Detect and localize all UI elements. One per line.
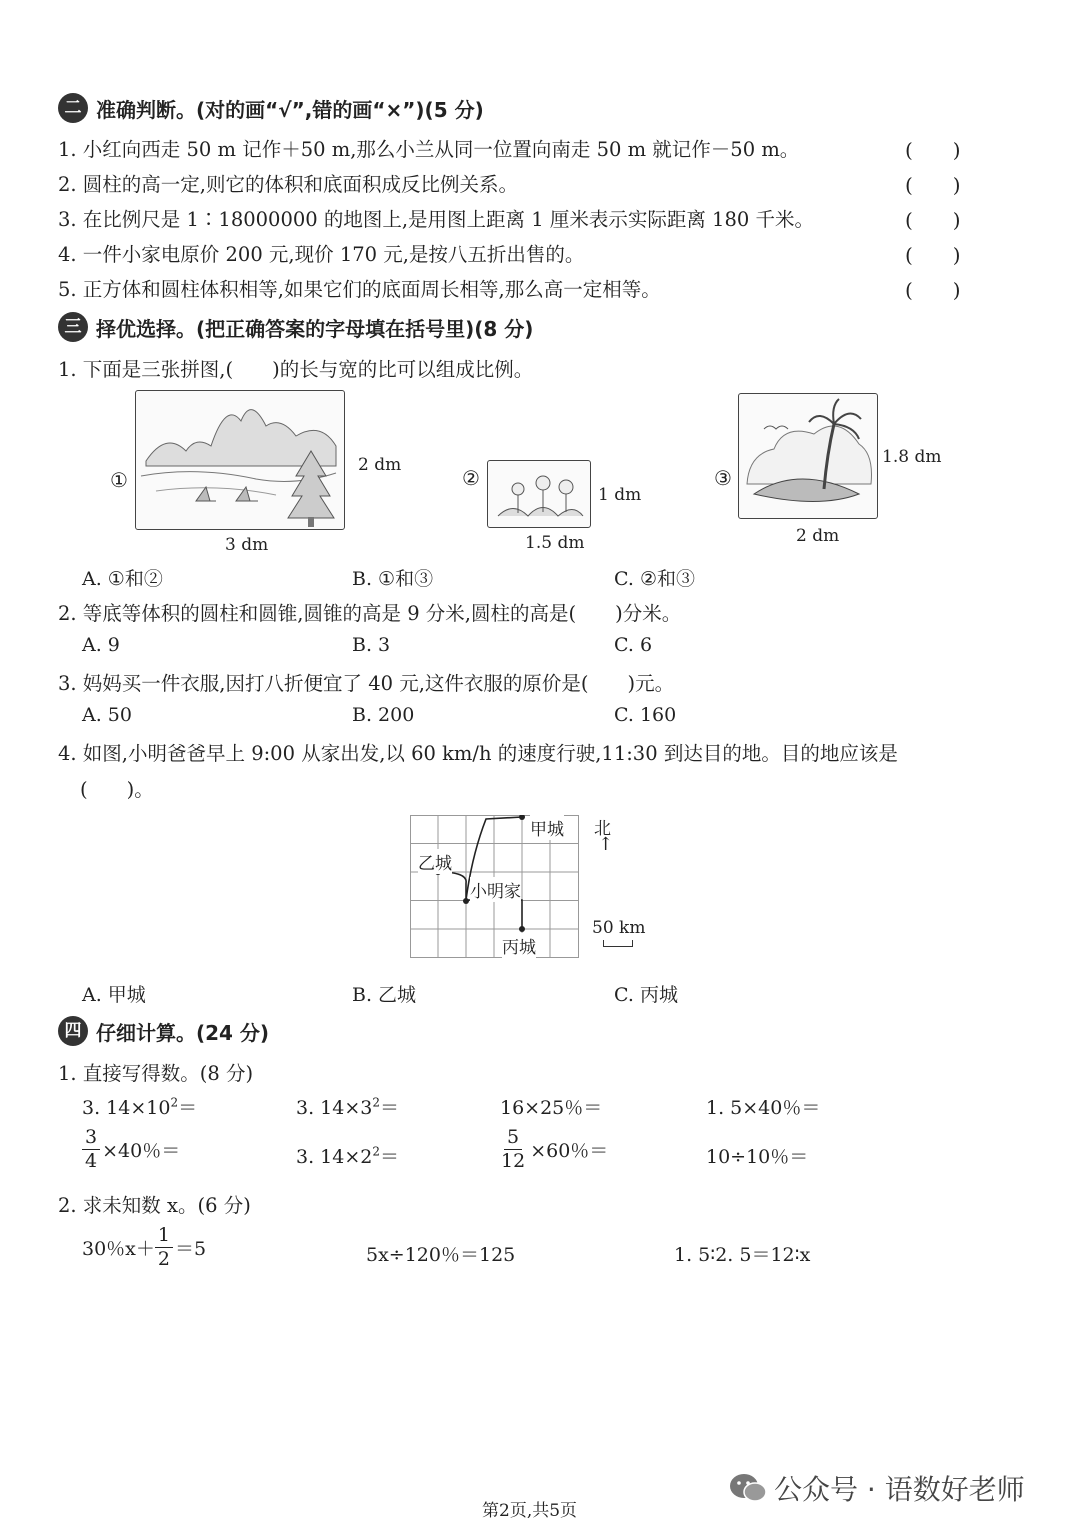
answer-paren-1[interactable]: ( ) [905, 138, 961, 162]
q2-option-c[interactable]: C. 6 [614, 634, 653, 656]
judge-item-5: 5. 正方体和圆柱体积相等,如果它们的底面周长相等,那么高一定相等。 [58, 278, 661, 301]
calc-r1c2-tail: ＝ [380, 1097, 400, 1119]
choice-q1-text: 1. 下面是三张拼图,( )的长与宽的比可以组成比例。 [58, 358, 534, 381]
fraction-den: 2 [157, 1248, 170, 1270]
equation-1-tail: ＝5 [175, 1238, 207, 1260]
q3-option-a[interactable]: A. 50 [82, 704, 132, 726]
map-scale: 50 km [592, 918, 646, 938]
puzzle-picture-1 [135, 390, 345, 530]
pic1-height: 2 dm [358, 455, 402, 475]
pic2-mark: ② [462, 466, 480, 490]
equation-2: 5x÷120％＝125 [366, 1244, 516, 1266]
calc-r2c2-sup: 2 [372, 1144, 380, 1159]
island-illustration [739, 394, 877, 518]
q1-option-b[interactable]: B. ①和③ [352, 568, 434, 590]
calc-r2c1 [82, 1128, 180, 1171]
calc-r2c2-base: 3. 14×2 [296, 1146, 373, 1168]
choice-q4-text-2: ( )。 [80, 778, 154, 801]
watermark [728, 1468, 1025, 1508]
section-2-badge: 二 [58, 93, 88, 123]
map-label-yi: 乙城 [418, 849, 452, 874]
q1-option-c[interactable]: C. ②和③ [614, 568, 695, 590]
choice-q3-text: 3. 妈妈买一件衣服,因打八折便宜了 40 元,这件衣服的原价是( )元。 [58, 672, 675, 695]
q4-option-c[interactable]: C. 丙城 [614, 984, 678, 1006]
wechat-icon [728, 1471, 768, 1505]
choice-q4-text: 4. 如图,小明爸爸早上 9:00 从家出发,以 60 km/h 的速度行驶,11:30 到达目的地。目的地应该是 [58, 742, 898, 765]
map-label-home: 小明家 [470, 877, 521, 902]
calc-r1c2-base: 3. 14×3 [296, 1097, 373, 1119]
judge-item-2: 2. 圆柱的高一定,则它的体积和底面积成反比例关系。 [58, 173, 519, 196]
flower-illustration [488, 461, 590, 527]
puzzle-picture-3 [738, 393, 878, 519]
q3-option-c[interactable]: C. 160 [614, 704, 677, 726]
equation-1 [82, 1226, 206, 1269]
calc-r2c3-tail: ×60％＝ [530, 1140, 609, 1162]
calc-sub2: 2. 求未知数 x。(6 分) [58, 1194, 251, 1217]
pic2-height: 1 dm [598, 485, 642, 505]
fraction-1-2 [155, 1226, 173, 1269]
section-4-badge: 四 [58, 1016, 88, 1046]
q4-option-a[interactable]: A. 甲城 [82, 984, 146, 1006]
page-footer: 第2页,共5页 [482, 1501, 578, 1521]
q2-option-b[interactable]: B. 3 [352, 634, 391, 656]
answer-paren-2[interactable]: ( ) [905, 173, 961, 197]
q2-option-a[interactable]: A. 9 [82, 634, 120, 656]
section-4-title: 仔细计算。(24 分) [96, 1020, 270, 1045]
pic2-width: 1.5 dm [525, 533, 585, 553]
calc-r2c1-tail: ×40％＝ [102, 1140, 181, 1162]
fraction-3-4 [82, 1128, 100, 1171]
calc-r1c2-sup: 2 [372, 1095, 380, 1110]
choice-q2-text: 2. 等底等体积的圆柱和圆锥,圆锥的高是 9 分米,圆柱的高是( )分米。 [58, 602, 682, 625]
judge-item-4: 4. 一件小家电原价 200 元,现价 170 元,是按八五折出售的。 [58, 243, 585, 266]
fraction-5-12 [498, 1128, 528, 1171]
answer-paren-4[interactable]: ( ) [905, 243, 961, 267]
q4-option-b[interactable]: B. 乙城 [352, 984, 417, 1006]
north-arrow-icon: ↑ [598, 834, 614, 855]
calc-r2c4: 10÷10％＝ [706, 1146, 809, 1168]
map-label-jia: 甲城 [530, 815, 564, 840]
landscape-illustration [136, 391, 344, 529]
section-4-heading [58, 1016, 269, 1046]
pic3-mark: ③ [714, 466, 732, 490]
q1-option-a[interactable]: A. ①和② [82, 568, 163, 590]
calc-r1c1 [82, 1093, 197, 1120]
equation-3: 1. 5∶2. 5＝12∶x [674, 1244, 811, 1266]
north-label: 北 [594, 819, 611, 839]
calc-r1c3: 16×25％＝ [500, 1097, 603, 1119]
equation-1-head: 30％x＋ [82, 1238, 155, 1260]
section-2-title: 准确判断。(对的画“√”,错的画“×”)(5 分) [96, 97, 484, 122]
calc-r1c1-sup: 2 [170, 1095, 179, 1110]
calc-sub1: 1. 直接写得数。(8 分) [58, 1062, 254, 1085]
fraction-den: 4 [85, 1150, 98, 1172]
calc-r1c1-base: 3. 14×10 [82, 1097, 171, 1119]
section-3-title: 择优选择。(把正确答案的字母填在括号里)(8 分) [96, 316, 534, 341]
pic1-mark: ① [110, 468, 128, 492]
calc-r1c4: 1. 5×40％＝ [706, 1097, 821, 1119]
judge-item-1: 1. 小红向西走 50 m 记作＋50 m,那么小兰从同一位置向南走 50 m 就记作－50 m。 [58, 138, 800, 161]
calc-r2c2-tail: ＝ [380, 1146, 400, 1168]
scale-bar [603, 940, 633, 947]
calc-r2c2 [296, 1142, 399, 1169]
watermark-text: 公众号 · 语数好老师 [774, 1473, 1025, 1506]
pic1-width: 3 dm [225, 535, 269, 555]
calc-r1c1-tail: ＝ [178, 1097, 198, 1119]
pic3-width: 2 dm [796, 526, 840, 546]
fraction-num: 5 [504, 1128, 522, 1150]
section-3-heading [58, 312, 533, 342]
calc-r2c3 [498, 1128, 608, 1171]
route-map [410, 815, 580, 959]
puzzle-picture-2 [487, 460, 591, 528]
answer-paren-5[interactable]: ( ) [905, 278, 961, 302]
calc-r1c2 [296, 1093, 399, 1120]
pic3-height: 1.8 dm [882, 447, 942, 467]
answer-paren-3[interactable]: ( ) [905, 208, 961, 232]
section-3-badge: 三 [58, 312, 88, 342]
map-label-bing: 丙城 [502, 933, 536, 958]
judge-item-3: 3. 在比例尺是 1∶18000000 的地图上,是用图上距离 1 厘米表示实际距离 180 千米。 [58, 208, 814, 231]
fraction-den: 12 [501, 1150, 526, 1172]
fraction-num: 3 [82, 1128, 100, 1150]
section-2-heading [58, 93, 484, 123]
q3-option-b[interactable]: B. 200 [352, 704, 415, 726]
fraction-num: 1 [155, 1226, 173, 1248]
